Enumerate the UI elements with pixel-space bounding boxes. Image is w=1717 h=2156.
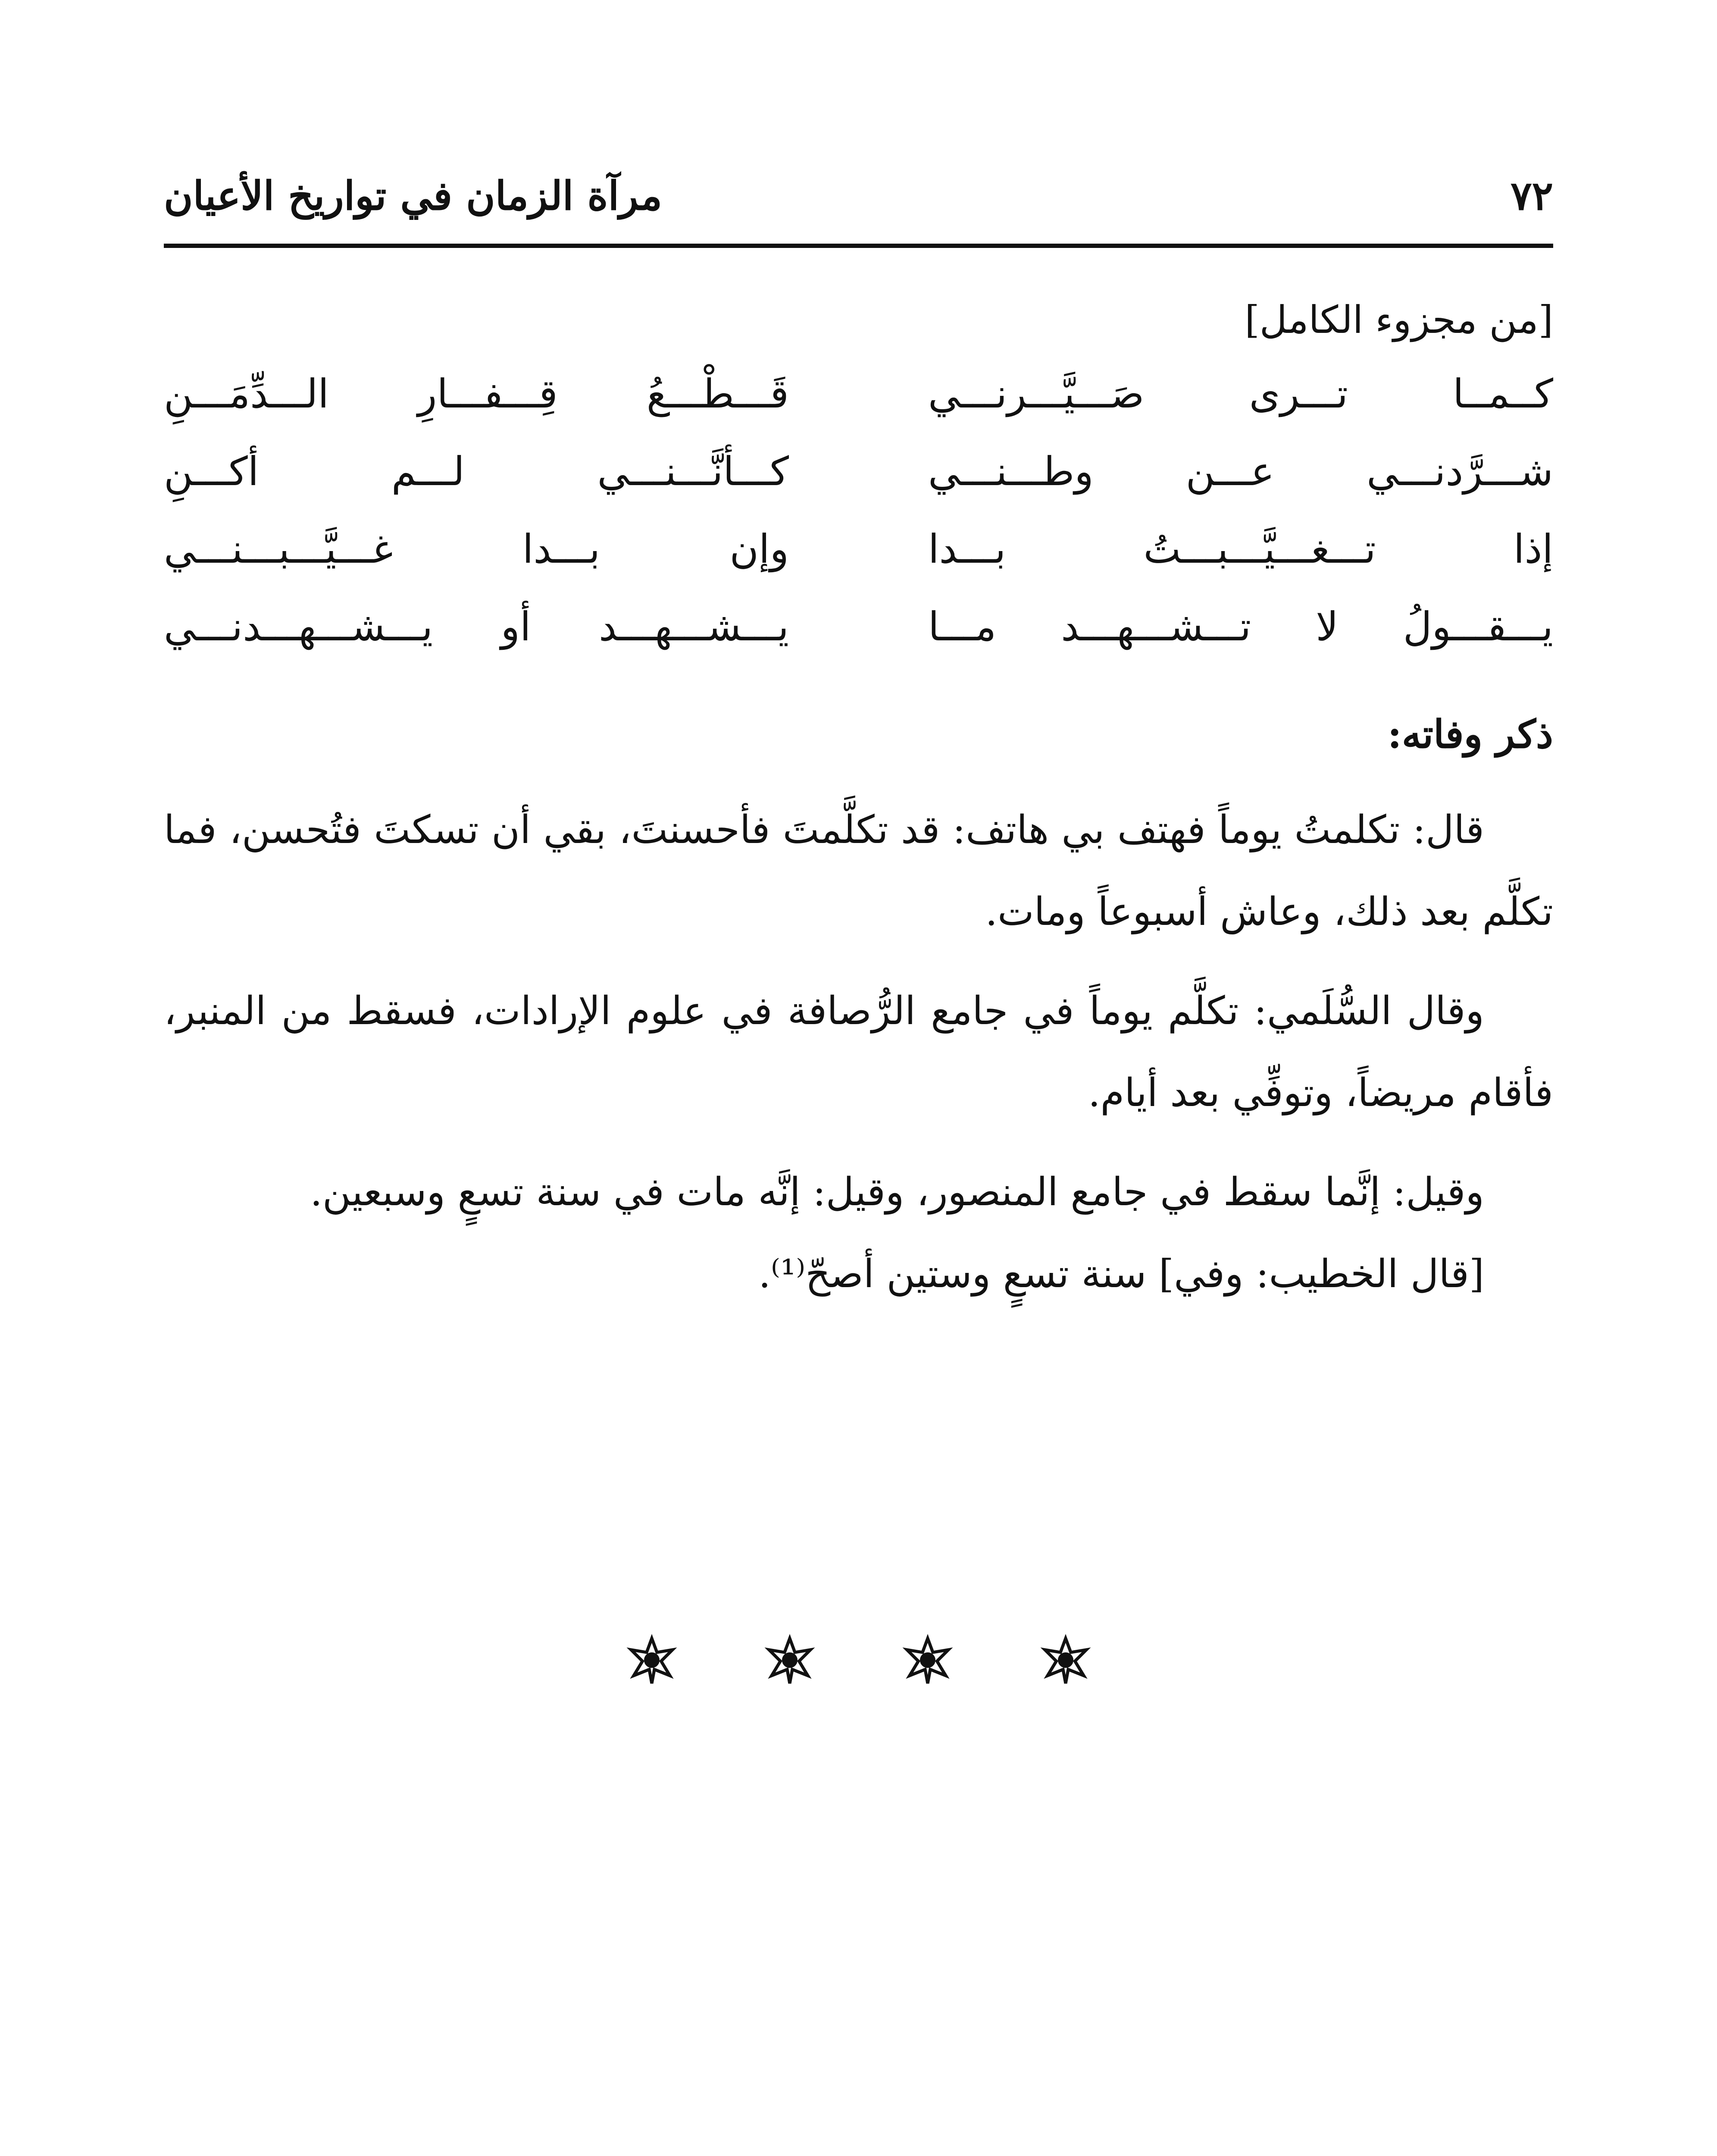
- running-header: [164, 164, 1553, 229]
- section-heading: ذكر وفاته:: [1387, 711, 1553, 757]
- poem-meter: [من مجزوء الكامل]: [1245, 298, 1553, 342]
- verse-first-hemistich: يـــقـــولُ لا تـــشـــهـــد مـــا: [928, 604, 1553, 650]
- verse-first-hemistich: إذا تـــغـــيَّـــبـــتُ بـــدا: [928, 526, 1553, 572]
- verse-second-hemistich: قَـــطْـــعُ قِـــفـــارِ الـــدِّمَـــنِ: [164, 371, 789, 417]
- page-number: ٧٢: [1511, 172, 1553, 219]
- verse-first-hemistich: شـــرَّدنـــي عـــن وطـــنـــي: [928, 448, 1553, 495]
- body-text: [164, 789, 1553, 1315]
- floral-ornament-icon: [626, 1634, 678, 1686]
- verse: [164, 526, 1553, 604]
- paragraph: وقيل: إنَّما سقط في جامع المنصور، وقيل: إنَّه مات في سنة تسعٍ وسبعين.: [310, 1169, 1484, 1215]
- paragraph: وقال السُّلَمي: تكلَّم يوماً في جامع الرُّصافة في علوم الإرادات، فسقط من المنبر، فأقام مريضاً، وتوفِّي بعد أيام.: [164, 988, 1553, 1116]
- verse: [164, 448, 1553, 526]
- book-title: مرآة الزمان في تواريخ الأعيان: [164, 172, 663, 219]
- poem: [164, 371, 1553, 681]
- header-rule: [164, 244, 1553, 248]
- paragraph: [قال الخطيب: وفي] سنة تسعٍ وستين أصحّ⁽¹⁾.: [758, 1251, 1484, 1297]
- floral-ornament-icon: [764, 1634, 816, 1686]
- ornament-divider: [0, 1634, 1717, 1690]
- verse: [164, 371, 1553, 448]
- verse-first-hemistich: كــمــا تـــرى صَـــيَّـــرنـــي: [928, 371, 1553, 417]
- floral-ornament-icon: [902, 1634, 954, 1686]
- verse: [164, 604, 1553, 681]
- verse-second-hemistich: كـــأنَّـــنـــي لـــم أكـــنِ: [164, 448, 789, 495]
- verse-second-hemistich: وإن بـــدا غـــيَّـــبـــنـــي: [164, 526, 789, 572]
- verse-second-hemistich: يـــشـــهـــد أو يـــشـــهـــدنـــي: [164, 604, 789, 650]
- floral-ornament-icon: [1040, 1634, 1091, 1686]
- paragraph: قال: تكلمتُ يوماً فهتف بي هاتف: قد تكلَّمتَ فأحسنتَ، بقي أن تسكتَ فتُحسن، فما تكلَّم بعد ذلك، وعاش أسبوعاً ومات.: [164, 807, 1553, 934]
